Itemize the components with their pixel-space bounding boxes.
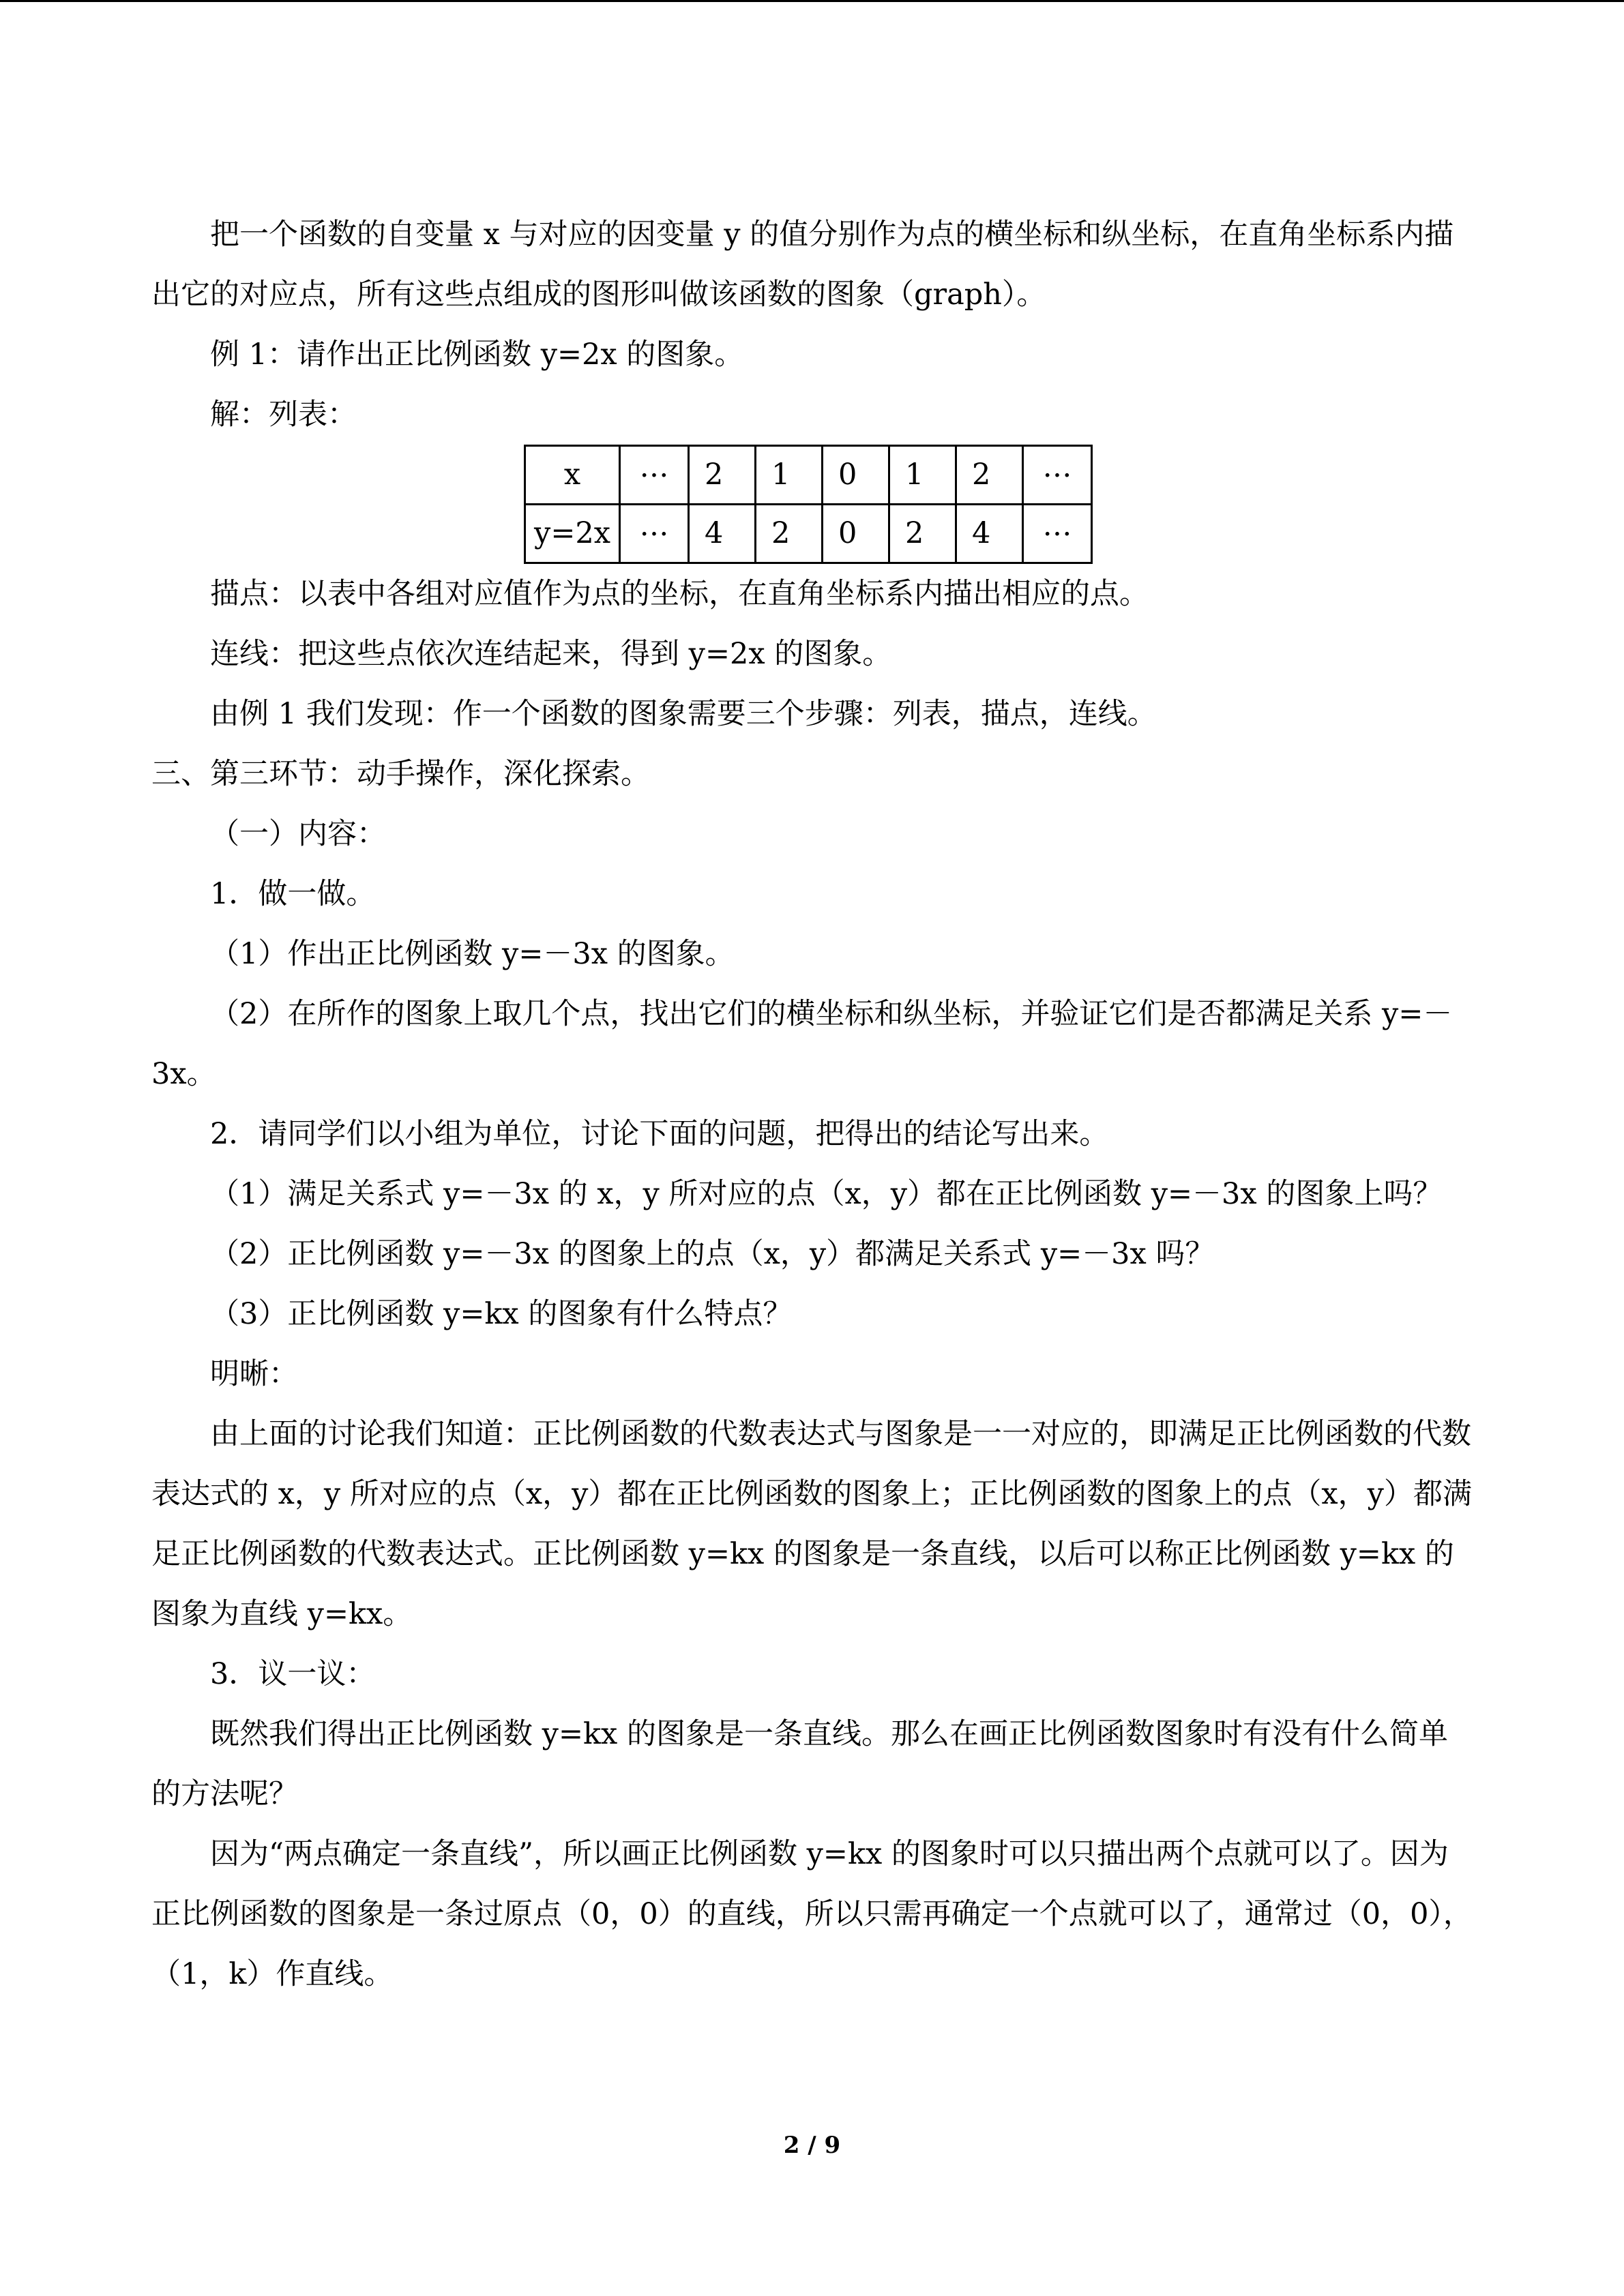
paragraph-three-steps: 由例 1 我们发现：作一个函数的图象需要三个步骤：列表，描点，连线。 [210,697,1157,731]
table-row-header: y=2x [525,505,620,563]
table-cell: 2 [689,446,756,505]
paragraph-content-label: （一）内容： [210,817,386,851]
paragraph-discussion: 2．请同学们以小组为单位，讨论下面的问题，把得出的结论写出来。 [210,1117,1109,1151]
paragraph-two-points: 因为“两点确定一条直线”，所以画正比例函数 y=kx 的图象时可以只描出两个点就可以了。因为正比例函数的图象是一条过原点（0，0）的直线，所以只需再确定一个点就可以了，通常过（0，0），（1，k）作直线。 [151,1837,1473,1991]
document-body [151,205,1475,2004]
paragraph-graph-definition: 把一个函数的自变量 x 与对应的因变量 y 的值分别作为点的横坐标和纵坐标，在直角坐标系内描出它的对应点，所有这些点组成的图形叫做该函数的图象（graph）。 [151,218,1454,312]
table-cell: 2 [956,446,1023,505]
page-number: 2 / 9 [783,2132,841,2159]
table-cell: 1 [889,446,956,505]
paragraph-discuss-label: 3．议一议： [210,1657,376,1691]
table-cell: 2 [756,505,823,563]
table-cell: 2 [889,505,956,563]
top-border-line [0,0,1624,2]
paragraph-solution-table-label: 解：列表： [210,398,357,432]
paragraph-question-2: （2）正比例函数 y=－3x 的图象上的点（x，y）都满足关系式 y=－3x 吗？ [210,1237,1215,1271]
table-cell: 1 [756,446,823,505]
table-cell: 0 [823,505,889,563]
table-cell: … [620,446,689,505]
paragraph-question-3: （3）正比例函数 y=kx 的图象有什么特点？ [210,1297,793,1331]
paragraph-task-2: （2）在所作的图象上取几个点，找出它们的横坐标和纵坐标，并验证它们是否都满足关系 y=－3x。 [151,997,1453,1091]
table-row-y [525,505,1092,563]
paragraph-clarify-label: 明晰： [210,1357,298,1391]
paragraph-connect-line: 连线：把这些点依次连结起来，得到 y=2x 的图象。 [210,637,892,671]
section-heading: 三、第三环节：动手操作，深化探索。 [151,757,650,791]
table-cell: … [620,505,689,563]
paragraph-do-it: 1．做一做。 [210,877,376,911]
paragraph-question-1: （1）满足关系式 y=－3x 的 x，y 所对应的点（x，y）都在正比例函数 y=－3x 的图象上吗？ [210,1177,1443,1211]
paragraph-conclusion: 由上面的讨论我们知道：正比例函数的代数表达式与图象是一一对应的，即满足正比例函数的代数表达式的 x，y 所对应的点（x，y）都在正比例函数的图象上；正比例函数的图象上的点（x，y）都满足正比例函数的代数表达式。正比例函数 y=kx 的图象是一条直线，以后可以称正比例函数 y=kx 的图象为直线 y=kx。 [151,1417,1472,1631]
table-cell: 4 [689,505,756,563]
paragraph-simple-method-question: 既然我们得出正比例函数 y=kx 的图象是一条直线。那么在画正比例函数图象时有没有什么简单的方法呢？ [151,1717,1448,1811]
table-cell: … [1023,446,1092,505]
table-row-header: x [525,446,620,505]
paragraph-plot-points: 描点：以表中各组对应值作为点的坐标，在直角坐标系内描出相应的点。 [210,577,1149,611]
paragraph-task-1: （1）作出正比例函数 y=－3x 的图象。 [210,937,735,971]
value-table [524,445,1093,564]
table-cell: … [1023,505,1092,563]
table-row-x [525,446,1092,505]
table-cell: 0 [823,446,889,505]
table-cell: 4 [956,505,1023,563]
paragraph-example-1: 例 1：请作出正比例函数 y=2x 的图象。 [210,338,744,372]
